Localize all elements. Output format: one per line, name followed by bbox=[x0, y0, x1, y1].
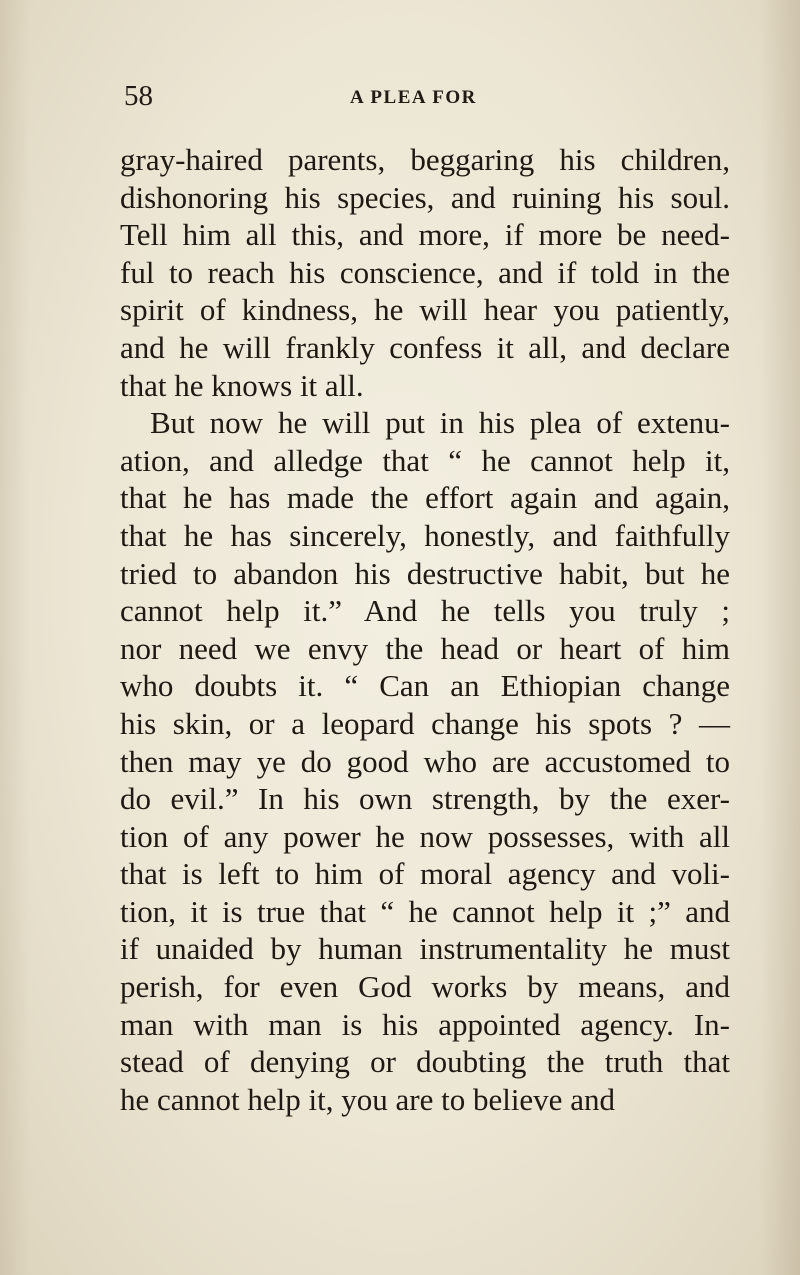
text-line: that he has sincerely, honestly, and faithfully bbox=[120, 517, 730, 553]
text-line: nor need we envy the head or heart of him bbox=[120, 630, 730, 666]
text-line: cannot help it.” And he tells you truly ; bbox=[120, 593, 730, 629]
text-line: ful to reach his conscience, and if told in the bbox=[120, 254, 730, 290]
text-line: do evil.” In his own strength, by the exer- bbox=[120, 781, 730, 817]
text-line: spirit of kindness, he will hear you patiently, bbox=[120, 292, 730, 328]
text-line: man with man is his appointed agency. In- bbox=[120, 1006, 730, 1042]
text-line: perish, for even God works by means, and bbox=[120, 969, 730, 1005]
text-line: and he will frankly confess it all, and declare bbox=[120, 329, 730, 365]
text-line: tion of any power he now possesses, with all bbox=[120, 818, 730, 854]
text-line: Tell him all this, and more, if more be need- bbox=[120, 217, 730, 253]
page-edge-shadow bbox=[760, 0, 800, 1275]
text-line: that is left to him of moral agency and voli- bbox=[120, 856, 730, 892]
text-line: gray-haired parents, beggaring his children, bbox=[120, 142, 730, 177]
text-line: tion, it is true that “ he cannot help it ;” and bbox=[120, 893, 730, 929]
page-gutter-shadow bbox=[0, 0, 30, 1275]
body-text bbox=[120, 141, 730, 1118]
text-line: that he has made the effort again and again, bbox=[120, 480, 730, 516]
text-line: his skin, or a leopard change his spots ? — bbox=[120, 705, 730, 741]
running-head: A PLEA FOR bbox=[350, 87, 477, 108]
text-line: But now he will put in his plea of extenu- bbox=[150, 405, 730, 441]
text-line: stead of denying or doubting the truth that bbox=[120, 1044, 730, 1080]
text-line: then may ye do good who are accustomed to bbox=[120, 743, 730, 779]
text-line: he cannot help it, you are to believe and bbox=[120, 1081, 615, 1117]
text-line: that he knows it all. bbox=[120, 367, 364, 403]
text-line: tried to abandon his destructive habit, but he bbox=[120, 555, 730, 591]
page-header bbox=[124, 78, 729, 114]
text-line: if unaided by human instrumentality he must bbox=[120, 931, 730, 967]
page-number: 58 bbox=[124, 80, 153, 112]
text-line: who doubts it. “ Can an Ethiopian change bbox=[120, 668, 730, 704]
text-line: ation, and alledge that “ he cannot help it, bbox=[120, 442, 730, 478]
text-line: dishonoring his species, and ruining his soul. bbox=[120, 179, 730, 215]
